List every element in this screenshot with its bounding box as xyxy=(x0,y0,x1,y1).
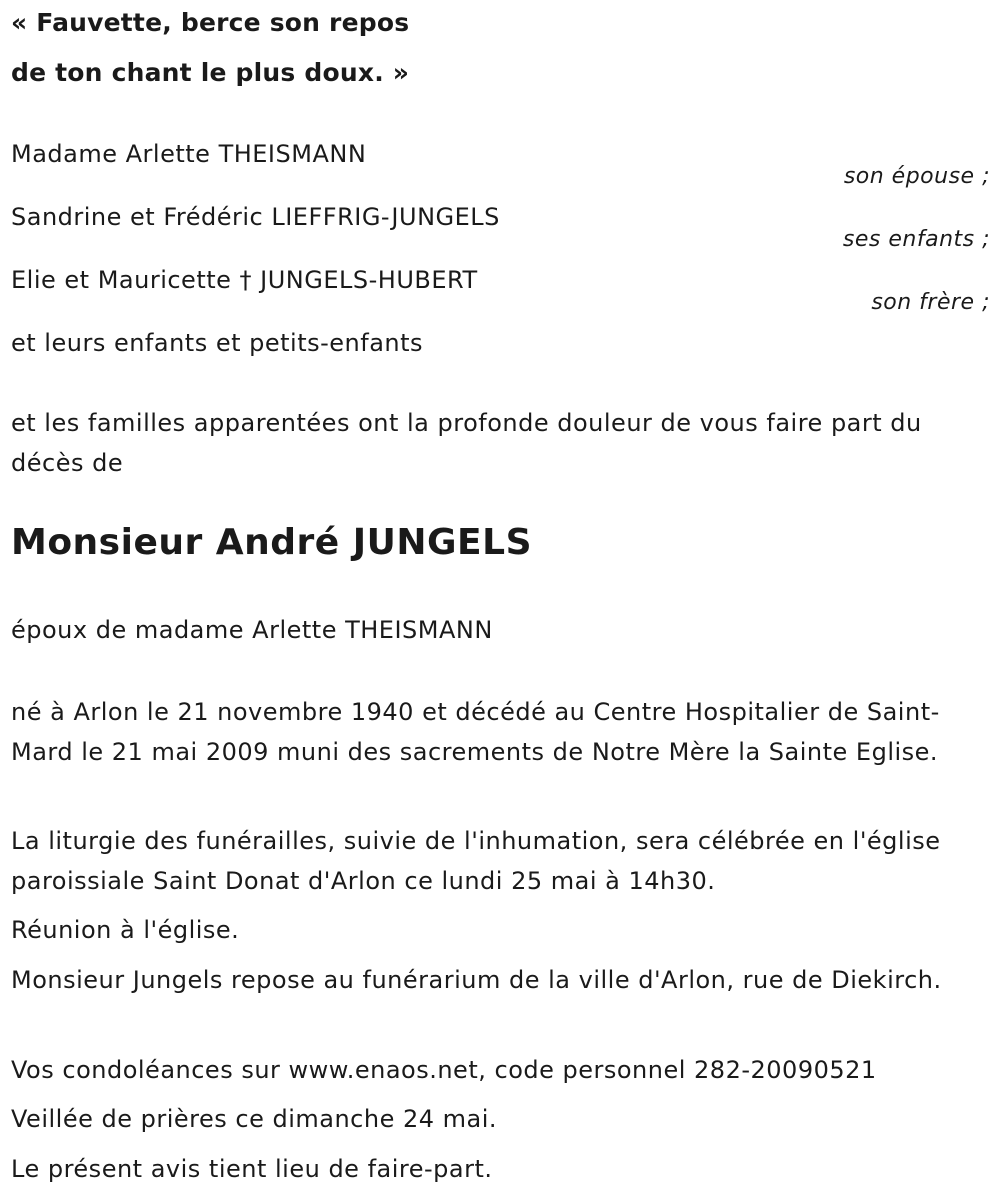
notice-paragraph: Le présent avis tient lieu de faire-part. xyxy=(11,1155,493,1183)
family-member-relation: son épouse ; xyxy=(843,164,990,189)
deceased-name: Monsieur André JUNGELS xyxy=(11,522,533,563)
epigraph-line-2: de ton chant le plus doux. » xyxy=(11,58,410,87)
family-member-relation: son frère ; xyxy=(871,290,990,315)
spouse-line: époux de madame Arlette THEISMANN xyxy=(11,616,493,644)
funeral-paragraph: La liturgie des funérailles, suivie de l'inhumation, sera célébrée en l'église paroissiale Saint Donat d'Arlon ce lundi 25 mai à 14h30. xyxy=(11,827,941,895)
epigraph-line-1: « Fauvette, berce son repos xyxy=(11,8,410,37)
birth-death-paragraph: né à Arlon le 21 novembre 1940 et décédé au Centre Hospitalier de Saint-Mard le 21 mai 2009 muni des sacrements de Notre Mère la Sainte Eglise. xyxy=(11,698,940,766)
family-member-relation: ses enfants ; xyxy=(842,227,990,252)
vigil-paragraph: Veillée de prières ce dimanche 24 mai. xyxy=(11,1105,498,1133)
meeting-paragraph: Réunion à l'église. xyxy=(11,916,240,944)
family-member-name: et leurs enfants et petits-enfants xyxy=(11,329,424,357)
family-member-name: Elie et Mauricette † JUNGELS-HUBERT xyxy=(11,266,478,294)
family-member-name: Madame Arlette THEISMANN xyxy=(11,140,367,168)
family-member-name: Sandrine et Frédéric LIEFFRIG-JUNGELS xyxy=(11,203,500,231)
announcement-text: et les familles apparentées ont la profonde douleur de vous faire part du décès de xyxy=(11,409,922,477)
condolences-paragraph: Vos condoléances sur www.enaos.net, code personnel 282-20090521 xyxy=(11,1056,877,1084)
funerarium-paragraph: Monsieur Jungels repose au funérarium de la ville d'Arlon, rue de Diekirch. xyxy=(11,966,942,994)
